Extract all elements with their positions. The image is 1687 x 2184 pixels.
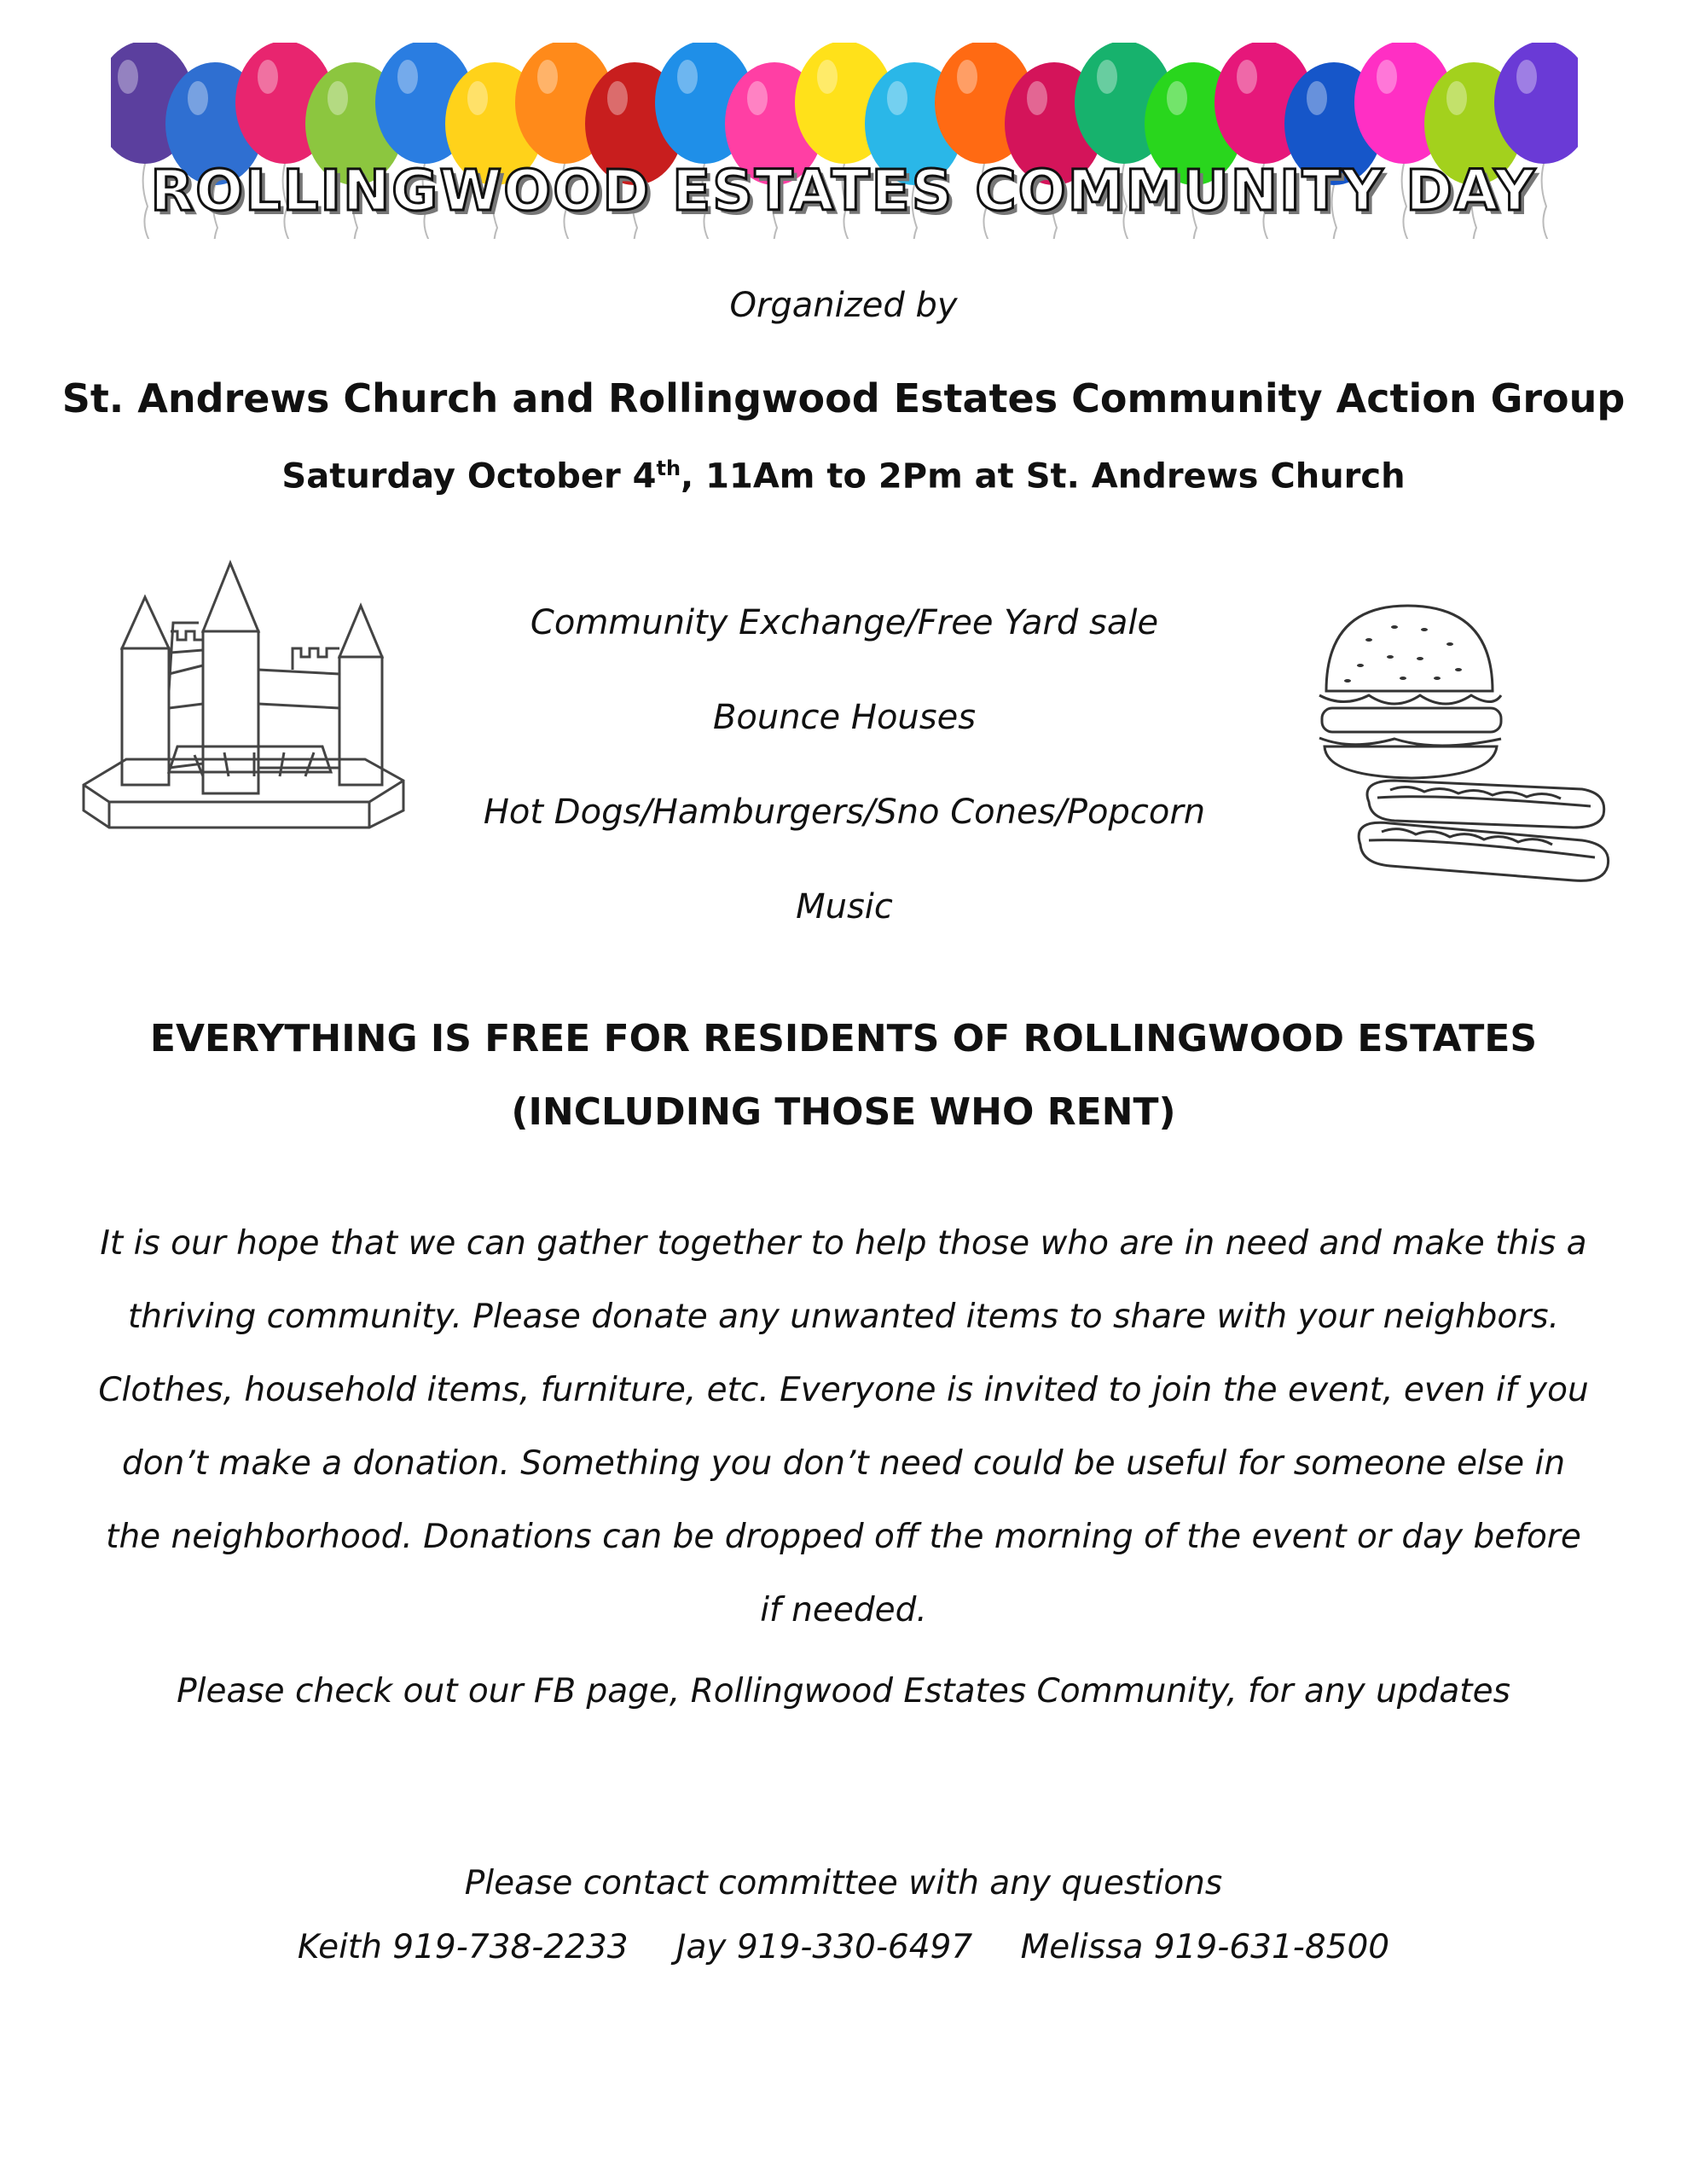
balloon-highlight — [1237, 60, 1257, 94]
activities-list — [409, 597, 1279, 976]
bounce-house-icon — [75, 555, 412, 840]
balloon-highlight — [1097, 60, 1117, 94]
contact-label: Please contact committee with any questions — [464, 1864, 1223, 1902]
balloon-highlight — [1027, 81, 1047, 115]
balloon-highlight — [1377, 60, 1397, 94]
balloon-highlight — [118, 60, 138, 94]
balloon-highlight — [537, 60, 558, 94]
balloon-highlight — [328, 81, 348, 115]
date-suffix: th — [656, 456, 681, 480]
date-part: Saturday October 4 — [281, 456, 657, 497]
balloon-highlight — [747, 81, 768, 115]
balloon-highlight — [1167, 81, 1187, 115]
balloon-highlight — [467, 81, 488, 115]
balloon-highlight — [1307, 81, 1327, 115]
balloon-highlight — [397, 60, 418, 94]
contact-keith: Keith 919-738-2233 — [297, 1928, 629, 1966]
balloon-highlight — [258, 60, 278, 94]
balloon-highlight — [188, 81, 208, 115]
activity-item: Hot Dogs/Hamburgers/Sno Cones/Popcorn — [483, 793, 1206, 832]
balloon-highlight — [607, 81, 628, 115]
facebook-note: Please check out our FB page, Rollingwood Estates Community, for any updates — [177, 1672, 1510, 1711]
organized-by-label: Organized by — [729, 286, 958, 325]
balloon-highlight — [677, 60, 698, 94]
contact-melissa: Melissa 919-631-8500 — [1020, 1928, 1390, 1966]
balloon-highlight — [1516, 60, 1537, 94]
activity-item: Community Exchange/Free Yard sale — [530, 603, 1159, 642]
free-notice — [0, 1002, 1687, 1149]
balloon-highlight — [1446, 81, 1467, 115]
hamburger-hotdog-icon — [1309, 589, 1620, 904]
free-notice-line1: EVERYTHING IS FREE FOR RESIDENTS OF ROLLINGWOOD ESTATES — [149, 1017, 1538, 1060]
contact-jay: Jay 919-330-6497 — [676, 1928, 973, 1966]
event-title: ROLLINGWOOD ESTATES COMMUNITY DAY — [150, 158, 1537, 224]
free-notice-line2: (INCLUDING THOSE WHO RENT) — [511, 1090, 1176, 1134]
balloon-highlight — [887, 81, 907, 115]
activity-item: Bounce Houses — [712, 698, 977, 737]
contact-list — [0, 1928, 1687, 1966]
time-location: , 11Am to 2Pm at St. Andrews Church — [681, 456, 1406, 497]
organizers: St. Andrews Church and Rollingwood Estates Community Action Group — [61, 375, 1626, 421]
event-date — [0, 456, 1687, 496]
balloon-highlight — [957, 60, 977, 94]
balloon-highlight — [817, 60, 838, 94]
event-description: It is our hope that we can gather together to help those who are in need and make this a thriving community. Please donate any unwanted items to share with your neighbors. Clothes, household items, furniture, etc. Everyone is invited to join the event, even if you don’t make a donation. Something you don’t need could be useful for someone else in the neighborhood. Donations can be dropped off the morning of the event or day before if needed. — [98, 1224, 1589, 1629]
activity-item: Music — [796, 887, 893, 926]
